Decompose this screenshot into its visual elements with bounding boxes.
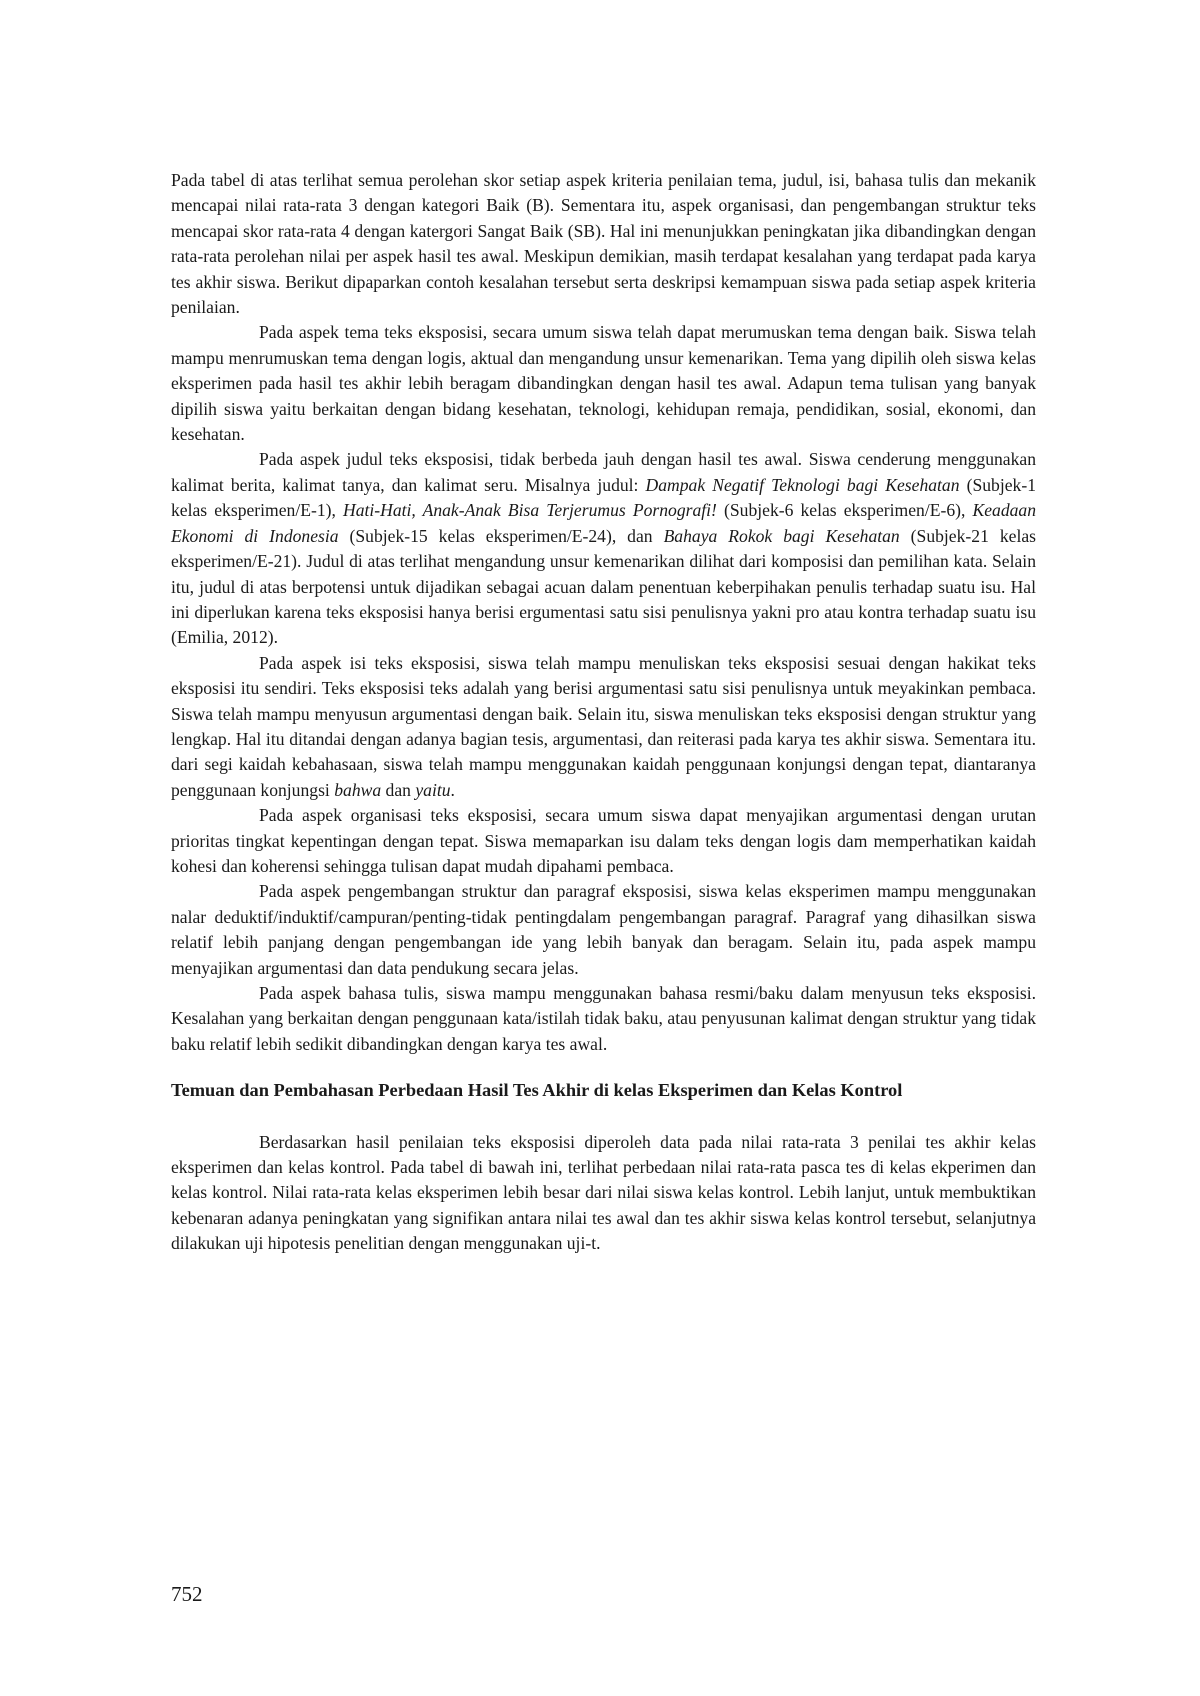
body-text-after (171, 1130, 1036, 1257)
paragraph (171, 320, 1036, 447)
text-run: Pada aspek judul teks eksposisi, tidak berbeda jauh dengan hasil tes awal. Siswa cenderung menggunakan kalimat berita, kalimat tanya, dan kalimat seru. Misalnya judul: (171, 449, 1036, 495)
paragraph (171, 803, 1036, 879)
paragraph (171, 1130, 1036, 1257)
italic-text: Bahaya Rokok bagi Kesehatan (663, 525, 900, 546)
italic-text: Hati-Hati, Anak-Anak Bisa Terjerumus Pornografi! (343, 500, 717, 521)
text-run: (Subjek-21 kelas eksperimen/E-21). Judul di atas terlihat mengandung unsur kemenarikan dilihat dari komposisi dan pemilihan kata. Selain itu, judul di atas berpotensi untuk dijadikan sebagai acuan dalam penentuan keberpihakan penulis terhadap suatu isu. Hal ini diperlukan karena teks eksposisi hanya berisi ergumentasi satu sisi penulisnya yakni pro atau kontra terhadap suatu isu (Emilia, 2012). (171, 525, 1036, 648)
text-run: (Subjek-1 kelas eksperimen/E-1), (171, 474, 1036, 521)
text-run: Pada tabel di atas terlihat semua perolehan skor setiap aspek kriteria penilaian tema, judul, isi, bahasa tulis dan mekanik mencapai nilai rata-rata 3 dengan kategori Baik (B). Sementara itu, aspek organisasi, dan pengembangan struktur teks mencapai skor rata-rata 4 dengan katergori Sangat Baik (SB). Hal ini menunjukkan peningkatan jika dibandingkan dengan rata-rata perolehan nilai per aspek hasil tes awal. Meskipun demikian, masih terdapat kesalahan yang terdapat pada karya tes akhir siswa. Berikut dipaparkan contoh kesalahan tersebut serta deskripsi kemampuan siswa pada setiap aspek kriteria penilaian. (171, 170, 1036, 318)
text-run: dan (381, 779, 416, 800)
text-run: Pada aspek organisasi teks eksposisi, secara umum siswa dapat menyajikan argumentasi dengan urutan prioritas tingkat kepentingan dengan tepat. Siswa memaparkan isu dalam teks dengan logis dam memperhatikan kaidah kohesi dan koherensi sehingga tulisan dapat mudah dipahami pembaca. (171, 805, 1036, 876)
paragraph (171, 651, 1036, 803)
italic-text: bahwa (334, 779, 382, 800)
section-heading: Temuan dan Pembahasan Perbedaan Hasil Tes Akhir di kelas Eksperimen dan Kelas Kontrol (171, 1080, 903, 1101)
page-number: 752 (171, 1582, 203, 1606)
paragraph (171, 879, 1036, 981)
body-text-before (171, 168, 1036, 1057)
italic-text: Dampak Negatif Teknologi bagi Kesehatan (645, 474, 960, 495)
page-body (171, 168, 1036, 1257)
text-run: (Subjek-6 kelas eksperimen/E-6), (716, 500, 973, 521)
paragraph (171, 168, 1036, 320)
paragraph (171, 981, 1036, 1057)
text-run: Pada aspek pengembangan struktur dan paragraf eksposisi, siswa kelas eksperimen mampu menggunakan nalar deduktif/induktif/campuran/penting-tidak pentingdalam pengembangan paragraf. Paragraf yang dihasilkan siswa relatif lebih panjang dengan pengembangan ide yang lebih banyak dan beragam. Selain itu, pada aspek mampu menyajikan argumentasi dan data pendukung secara jelas. (171, 881, 1036, 978)
text-run: Berdasarkan hasil penilaian teks eksposisi diperoleh data pada nilai rata-rata 3 penilai tes akhir kelas eksperimen dan kelas kontrol. Pada tabel di bawah ini, terlihat perbedaan nilai rata-rata pasca tes di kelas ekperimen dan kelas kontrol. Nilai rata-rata kelas eksperimen lebih besar dari nilai siswa kelas kontrol. Lebih lanjut, untuk membuktikan kebenaran adanya peningkatan yang signifikan antara nilai tes awal dan tes akhir siswa kelas kontrol tersebut, selanjutnya dilakukan uji hipotesis penelitian dengan menggunakan uji-t. (171, 1131, 1036, 1254)
text-run: (Subjek-15 kelas eksperimen/E-24), dan (338, 525, 664, 546)
text-run: . (450, 779, 455, 800)
italic-text: yaitu (415, 779, 451, 800)
text-run: Pada aspek isi teks eksposisi, siswa telah mampu menuliskan teks eksposisi sesuai dengan hakikat teks eksposisi itu sendiri. Teks eksposisi teks adalah yang berisi argumentasi satu sisi penulisnya untuk meyakinkan pembaca. Siswa telah mampu menyusun argumentasi dengan baik. Selain itu, siswa menuliskan teks eksposisi dengan struktur yang lengkap. Hal itu ditandai dengan adanya bagian tesis, argumentasi, dan reiterasi pada karya tes akhir siswa. Sementara itu. dari segi kaidah kebahasaan, siswa telah mampu menggunakan kaidah penggunaan konjungsi dengan tepat, diantaranya penggunaan konjungsi (171, 652, 1036, 800)
paragraph (171, 447, 1036, 650)
text-run: Pada aspek tema teks eksposisi, secara umum siswa telah dapat merumuskan tema dengan baik. Siswa telah mampu menrumuskan tema dengan logis, aktual dan mengandung unsur kemenarikan. Tema yang dipilih oleh siswa kelas eksperimen pada hasil tes akhir lebih beragam dibandingkan dengan hasil tes awal. Adapun tema tulisan yang banyak dipilih siswa yaitu berkaitan dengan bidang kesehatan, teknologi, kehidupan remaja, pendidikan, sosial, ekonomi, dan kesehatan. (171, 322, 1036, 445)
italic-text: Keadaan Ekonomi di Indonesia (171, 500, 1037, 546)
text-run: Pada aspek bahasa tulis, siswa mampu menggunakan bahasa resmi/baku dalam menyusun teks eksposisi. Kesalahan yang berkaitan dengan penggunaan kata/istilah tidak baku, atau penyusunan kalimat dengan struktur yang tidak baku relatif lebih sedikit dibandingkan dengan karya tes awal. (171, 983, 1036, 1054)
